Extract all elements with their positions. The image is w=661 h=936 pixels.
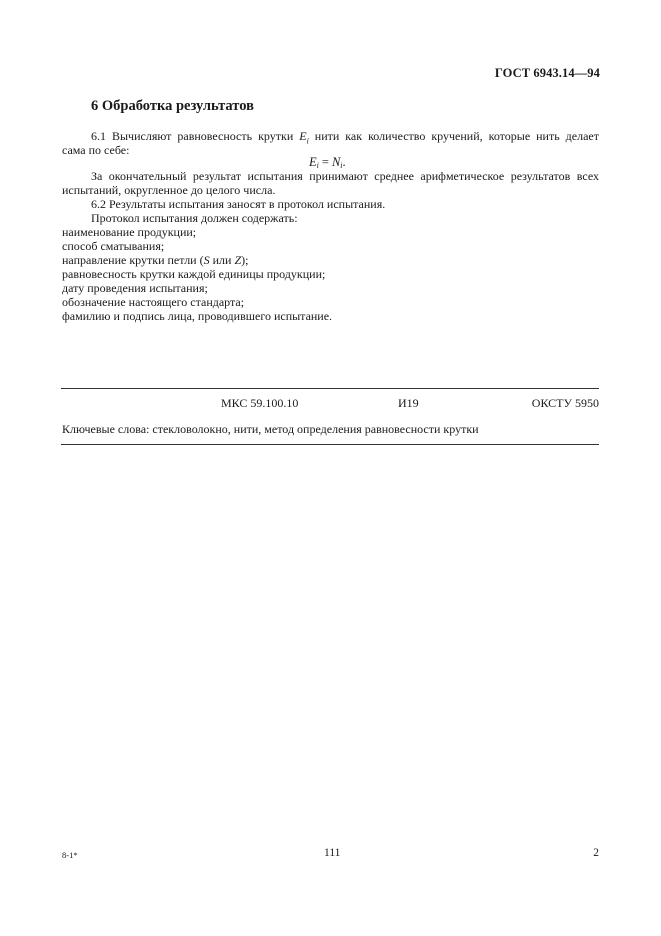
text-segment: ); <box>241 253 249 267</box>
formula-lhs: E <box>309 155 317 169</box>
print-mark: 8-1* <box>62 850 78 860</box>
keywords: Ключевые слова: стекловолокно, нити, метод определения равновесности крутки <box>62 422 479 436</box>
formula <box>309 155 346 170</box>
variable-Z: Z <box>234 253 242 267</box>
mks-code: МКС 59.100.10 <box>221 396 299 410</box>
list-item: наименование продукции; <box>62 225 197 239</box>
divider-bottom <box>61 444 599 445</box>
formula-rhs-subscript: i <box>340 161 343 170</box>
variable-subscript: i <box>306 136 309 146</box>
standard-code: ГОСТ 6943.14—94 <box>494 66 600 80</box>
sheet-number: 111 <box>324 847 341 859</box>
page-number: 2 <box>593 847 599 859</box>
list-item <box>62 253 248 267</box>
text-segment: или <box>209 253 235 267</box>
list-item: равновесность крутки каждой единицы продукции; <box>62 267 326 281</box>
paragraph-6-2-line-2: Протокол испытания должен содержать: <box>91 211 298 225</box>
formula-rhs: N <box>331 155 341 169</box>
formula-lhs-subscript: i <box>316 161 319 170</box>
formula-end: . <box>342 155 346 169</box>
paragraph-6-2-line-1: 6.2 Результаты испытания заносят в протокол испытания. <box>91 197 386 211</box>
paragraph-final-line-2: испытаний, округленное до целого числа. <box>62 183 276 197</box>
text-segment: направление крутки петли ( <box>62 253 204 267</box>
paragraph-6-1-line-2: сама по себе: <box>62 143 130 157</box>
text-segment: нити как количество кручений, которые нить делает <box>308 129 599 143</box>
text-segment: 6.1 Вычисляют равновесность крутки <box>91 129 300 143</box>
variable-E: E <box>299 129 307 143</box>
list-item: способ сматывания; <box>62 239 165 253</box>
paragraph-6-1-line-1 <box>91 129 599 148</box>
group-code: И19 <box>398 396 419 410</box>
section-title: 6 Обработка результатов <box>91 98 254 114</box>
list-item: обозначение настоящего стандарта; <box>62 295 245 309</box>
okstu-code: ОКСТУ 5950 <box>531 396 599 410</box>
paragraph-final-line-1: За окончательный результат испытания принимают среднее арифметическое результатов всех <box>91 169 599 183</box>
list-item: дату проведения испытания; <box>62 281 208 295</box>
variable-S: S <box>203 253 210 267</box>
divider-top <box>61 388 599 389</box>
list-item: фамилию и подпись лица, проводившего испытание. <box>62 309 333 323</box>
formula-equals: = <box>321 155 329 169</box>
